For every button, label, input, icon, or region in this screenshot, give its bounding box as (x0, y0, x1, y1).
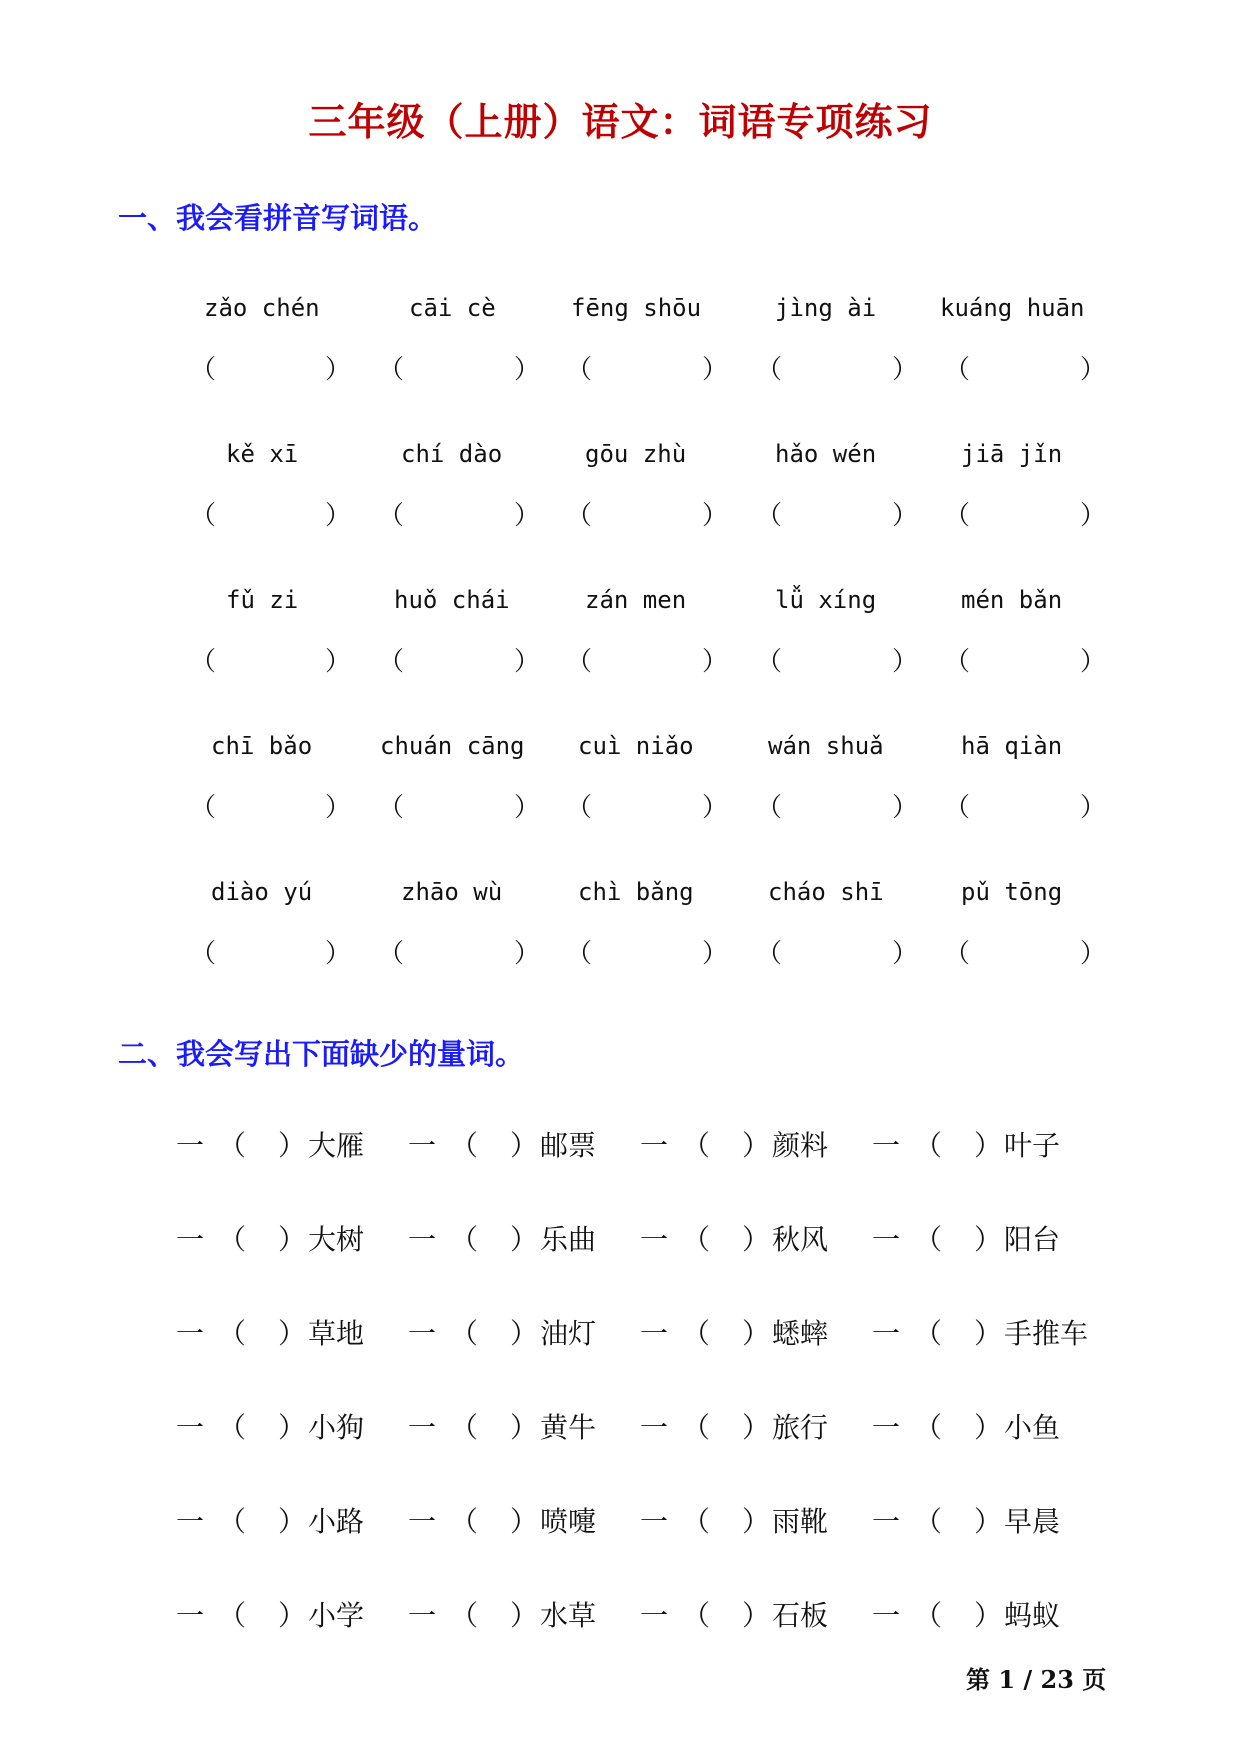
measure-prefix: 一 (872, 1317, 901, 1350)
measure-blank-open[interactable]: （ (218, 1223, 247, 1256)
answer-blank-close: ） (325, 501, 352, 531)
measure-prefix: 一 (640, 1317, 669, 1350)
section-1-heading: 一、我会看拼音写词语。 (118, 201, 438, 235)
answer-blank-open[interactable]: （ (944, 355, 971, 385)
pinyin-prompt: fēng shōu (571, 294, 702, 322)
pinyin-prompt: jìng ài (775, 294, 877, 322)
answer-blank-open[interactable]: （ (756, 355, 783, 385)
measure-blank-open[interactable]: （ (450, 1411, 479, 1444)
measure-noun: 大雁 (308, 1129, 365, 1162)
measure-prefix: 一 (408, 1317, 437, 1350)
answer-blank-open[interactable]: （ (378, 939, 405, 969)
pinyin-prompt: mén bǎn (961, 586, 1063, 614)
measure-noun: 黄牛 (540, 1411, 597, 1444)
answer-blank-close: ） (892, 793, 919, 823)
answer-row (0, 788, 1241, 828)
pinyin-prompt: chì bǎng (578, 878, 694, 906)
pinyin-prompt: wán shuǎ (768, 732, 884, 760)
measure-blank-close: ） (278, 1599, 307, 1632)
measure-prefix: 一 (872, 1411, 901, 1444)
pinyin-prompt: cháo shī (768, 878, 884, 906)
measure-blank-open[interactable]: （ (218, 1505, 247, 1538)
measure-noun: 秋风 (772, 1223, 829, 1256)
answer-blank-open[interactable]: （ (378, 501, 405, 531)
measure-prefix: 一 (408, 1129, 437, 1162)
measure-prefix: 一 (408, 1505, 437, 1538)
answer-row (0, 350, 1241, 390)
answer-blank-close: ） (1080, 501, 1107, 531)
measure-blank-close: ） (510, 1223, 539, 1256)
measure-blank-open[interactable]: （ (914, 1129, 943, 1162)
measure-blank-close: ） (510, 1129, 539, 1162)
measure-prefix: 一 (176, 1411, 205, 1444)
pinyin-prompt: gōu zhù (585, 440, 687, 468)
measure-prefix: 一 (176, 1317, 205, 1350)
measure-prefix: 一 (176, 1129, 205, 1162)
measure-blank-close: ） (742, 1599, 771, 1632)
answer-blank-close: ） (702, 647, 729, 677)
measure-blank-close: ） (742, 1129, 771, 1162)
answer-blank-open[interactable]: （ (944, 939, 971, 969)
answer-blank-close: ） (514, 355, 541, 385)
pinyin-prompt: hā qiàn (961, 732, 1063, 760)
measure-prefix: 一 (872, 1129, 901, 1162)
answer-blank-open[interactable]: （ (566, 355, 593, 385)
pinyin-prompt: zán men (585, 586, 687, 614)
pinyin-prompt: pǔ tōng (961, 878, 1063, 906)
answer-blank-close: ） (892, 939, 919, 969)
measure-noun: 手推车 (1004, 1317, 1089, 1350)
answer-blank-close: ） (514, 647, 541, 677)
measure-blank-open[interactable]: （ (682, 1129, 711, 1162)
measure-noun: 邮票 (540, 1129, 597, 1162)
measure-noun: 小狗 (308, 1411, 365, 1444)
measure-blank-open[interactable]: （ (218, 1599, 247, 1632)
measure-blank-close: ） (510, 1411, 539, 1444)
measure-blank-close: ） (510, 1505, 539, 1538)
measure-noun: 小鱼 (1004, 1411, 1061, 1444)
measure-blank-open[interactable]: （ (218, 1411, 247, 1444)
measure-blank-close: ） (278, 1317, 307, 1350)
pinyin-prompt: kuáng huān (940, 294, 1085, 322)
measure-blank-open[interactable]: （ (914, 1411, 943, 1444)
measure-noun: 大树 (308, 1223, 365, 1256)
measure-blank-close: ） (278, 1129, 307, 1162)
answer-blank-open[interactable]: （ (566, 793, 593, 823)
measure-noun: 油灯 (540, 1317, 597, 1350)
answer-blank-open[interactable]: （ (756, 939, 783, 969)
measure-noun: 小路 (308, 1505, 365, 1538)
measure-noun: 水草 (540, 1599, 597, 1632)
measure-noun: 草地 (308, 1317, 365, 1350)
answer-blank-open[interactable]: （ (190, 501, 217, 531)
measure-noun: 小学 (308, 1599, 365, 1632)
measure-blank-close: ） (278, 1223, 307, 1256)
measure-blank-open[interactable]: （ (450, 1223, 479, 1256)
measure-blank-open[interactable]: （ (682, 1317, 711, 1350)
measure-blank-close: ） (742, 1317, 771, 1350)
answer-blank-open[interactable]: （ (566, 647, 593, 677)
pinyin-prompt: huǒ chái (394, 586, 510, 614)
measure-word-row (0, 1406, 1241, 1450)
measure-blank-open[interactable]: （ (682, 1505, 711, 1538)
pinyin-row (0, 434, 1241, 474)
measure-prefix: 一 (408, 1599, 437, 1632)
answer-blank-close: ） (702, 355, 729, 385)
measure-prefix: 一 (640, 1223, 669, 1256)
answer-blank-close: ） (325, 355, 352, 385)
answer-blank-close: ） (892, 355, 919, 385)
answer-blank-close: ） (702, 501, 729, 531)
pinyin-prompt: fǔ zi (226, 586, 299, 614)
answer-blank-open[interactable]: （ (378, 793, 405, 823)
pinyin-prompt: zhāo wù (401, 878, 503, 906)
pinyin-prompt: kě xī (226, 440, 299, 468)
measure-noun: 阳台 (1004, 1223, 1061, 1256)
measure-prefix: 一 (176, 1505, 205, 1538)
measure-noun: 旅行 (772, 1411, 829, 1444)
answer-blank-open[interactable]: （ (378, 355, 405, 385)
measure-blank-close: ） (974, 1599, 1003, 1632)
measure-prefix: 一 (408, 1411, 437, 1444)
measure-prefix: 一 (640, 1599, 669, 1632)
measure-blank-close: ） (974, 1505, 1003, 1538)
answer-blank-close: ） (325, 793, 352, 823)
measure-prefix: 一 (872, 1599, 901, 1632)
pinyin-prompt: cuì niǎo (578, 732, 694, 760)
pinyin-row (0, 872, 1241, 912)
pinyin-prompt: chī bǎo (211, 732, 313, 760)
answer-blank-close: ） (892, 647, 919, 677)
measure-blank-close: ） (974, 1129, 1003, 1162)
measure-word-row (0, 1218, 1241, 1262)
answer-blank-open[interactable]: （ (190, 647, 217, 677)
measure-blank-close: ） (278, 1411, 307, 1444)
answer-row (0, 934, 1241, 974)
measure-blank-open[interactable]: （ (914, 1599, 943, 1632)
measure-prefix: 一 (640, 1129, 669, 1162)
answer-blank-close: ） (325, 939, 352, 969)
measure-word-row (0, 1124, 1241, 1168)
answer-blank-open[interactable]: （ (756, 501, 783, 531)
pinyin-prompt: zǎo chén (204, 294, 320, 322)
pinyin-row (0, 726, 1241, 766)
measure-prefix: 一 (640, 1505, 669, 1538)
measure-blank-open[interactable]: （ (682, 1599, 711, 1632)
answer-blank-open[interactable]: （ (756, 793, 783, 823)
answer-blank-close: ） (514, 793, 541, 823)
measure-word-row (0, 1500, 1241, 1544)
measure-noun: 蚂蚁 (1004, 1599, 1061, 1632)
pinyin-prompt: diào yú (211, 878, 313, 906)
pinyin-prompt: lǚ xíng (775, 586, 877, 614)
pinyin-prompt: hǎo wén (775, 440, 877, 468)
answer-blank-close: ） (514, 501, 541, 531)
measure-prefix: 一 (408, 1223, 437, 1256)
answer-blank-open[interactable]: （ (944, 793, 971, 823)
section-2-heading: 二、我会写出下面缺少的量词。 (118, 1037, 525, 1071)
answer-blank-close: ） (325, 647, 352, 677)
measure-noun: 叶子 (1004, 1129, 1061, 1162)
measure-blank-close: ） (510, 1599, 539, 1632)
pinyin-prompt: jiā jǐn (961, 440, 1063, 468)
measure-blank-open[interactable]: （ (450, 1505, 479, 1538)
measure-blank-open[interactable]: （ (682, 1223, 711, 1256)
measure-word-row (0, 1594, 1241, 1638)
answer-blank-open[interactable]: （ (190, 793, 217, 823)
measure-blank-close: ） (974, 1223, 1003, 1256)
measure-blank-close: ） (742, 1223, 771, 1256)
measure-blank-open[interactable]: （ (450, 1129, 479, 1162)
answer-blank-open[interactable]: （ (378, 647, 405, 677)
pinyin-row (0, 580, 1241, 620)
measure-noun: 蟋蟀 (772, 1317, 829, 1350)
answer-blank-close: ） (1080, 793, 1107, 823)
answer-blank-open[interactable]: （ (944, 647, 971, 677)
answer-blank-open[interactable]: （ (756, 647, 783, 677)
measure-blank-open[interactable]: （ (218, 1317, 247, 1350)
measure-noun: 乐曲 (540, 1223, 597, 1256)
answer-blank-close: ） (1080, 939, 1107, 969)
measure-blank-close: ） (742, 1411, 771, 1444)
pinyin-prompt: cāi cè (409, 294, 496, 322)
answer-row (0, 642, 1241, 682)
measure-blank-close: ） (974, 1411, 1003, 1444)
answer-blank-open[interactable]: （ (190, 939, 217, 969)
measure-prefix: 一 (872, 1223, 901, 1256)
measure-noun: 雨靴 (772, 1505, 829, 1538)
measure-prefix: 一 (872, 1505, 901, 1538)
answer-blank-close: ） (892, 501, 919, 531)
measure-noun: 喷嚏 (540, 1505, 597, 1538)
measure-prefix: 一 (176, 1223, 205, 1256)
answer-blank-close: ） (514, 939, 541, 969)
measure-blank-open[interactable]: （ (450, 1599, 479, 1632)
answer-blank-open[interactable]: （ (944, 501, 971, 531)
page-title: 三年级（上册）语文：词语专项练习 (308, 99, 933, 144)
measure-noun: 早晨 (1004, 1505, 1061, 1538)
measure-blank-open[interactable]: （ (218, 1129, 247, 1162)
measure-blank-open[interactable]: （ (914, 1317, 943, 1350)
answer-blank-close: ） (702, 793, 729, 823)
measure-blank-close: ） (278, 1505, 307, 1538)
answer-blank-open[interactable]: （ (566, 501, 593, 531)
measure-blank-close: ） (974, 1317, 1003, 1350)
answer-blank-open[interactable]: （ (190, 355, 217, 385)
answer-row (0, 496, 1241, 536)
answer-blank-close: ） (1080, 355, 1107, 385)
pinyin-prompt: chuán cāng (380, 732, 525, 760)
answer-blank-close: ） (1080, 647, 1107, 677)
page-number: 第 1 / 23 页 (966, 1665, 1107, 1694)
measure-noun: 颜料 (772, 1129, 829, 1162)
measure-noun: 石板 (772, 1599, 829, 1632)
measure-blank-close: ） (510, 1317, 539, 1350)
measure-blank-open[interactable]: （ (682, 1411, 711, 1444)
measure-blank-open[interactable]: （ (914, 1505, 943, 1538)
measure-blank-close: ） (742, 1505, 771, 1538)
answer-blank-open[interactable]: （ (566, 939, 593, 969)
measure-prefix: 一 (640, 1411, 669, 1444)
measure-blank-open[interactable]: （ (914, 1223, 943, 1256)
measure-prefix: 一 (176, 1599, 205, 1632)
answer-blank-close: ） (702, 939, 729, 969)
pinyin-prompt: chí dào (401, 440, 503, 468)
pinyin-row (0, 288, 1241, 328)
measure-blank-open[interactable]: （ (450, 1317, 479, 1350)
measure-word-row (0, 1312, 1241, 1356)
